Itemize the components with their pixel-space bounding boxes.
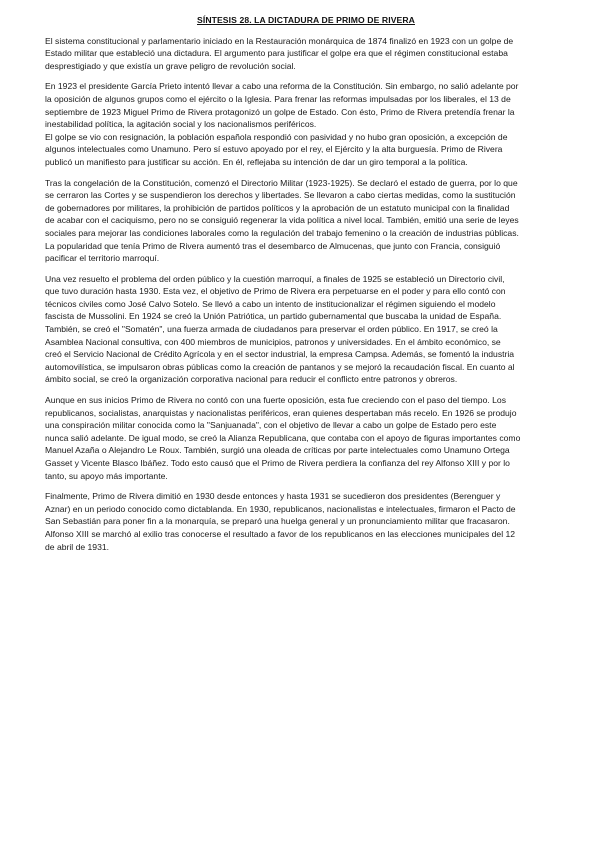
paragraph-6 — [45, 490, 567, 553]
text-line: El sistema constitucional y parlamentario iniciado en la Restauración monárquica de 1874 finalizó en 1923 con un golpe de — [45, 35, 514, 46]
text-line: la oposición de algunos grupos como el ejército o la Iglesia. Para frenar las reformas impulsadas por los liberales, el 13 de — [45, 93, 511, 104]
paragraph-5 — [45, 394, 567, 482]
text-line: tanto, su apoyo más importante. — [45, 470, 168, 481]
text-line: También, se creó el "Somatén", una fuerza armada de ciudadanos para preservar el orden público. En 1917, se creó la — [45, 324, 498, 335]
text-line: Alfonso XIII se marchó al exilio tras conocerse el resultado a favor de los republicanos en las elecciones municipales del 12 — [45, 528, 516, 539]
text-line: sociales para mejorar las condiciones laborales como la regulación del trabajo femenino o la creación de industrias públicas. — [45, 227, 519, 238]
text-line: inestabilidad política, la agitación social y los nacionalismos periféricos. — [45, 119, 317, 130]
text-line: pacificar el territorio marroquí. — [45, 253, 160, 264]
text-line: de gobernadores por militares, la prohibición de partidos políticos y la aprobación de un estatuto municipal con la finalidad — [45, 202, 510, 213]
document-page — [45, 14, 567, 561]
text-line: Finalmente, Primo de Rivera dimitió en 1930 desde entonces y hasta 1931 se sucedieron dos presidentes (Berenguer y — [45, 491, 501, 502]
document-title: SÍNTESIS 28. LA DICTADURA DE PRIMO DE RIVERA — [197, 15, 415, 25]
text-line: técnicos civiles como José Calvo Sotelo. Se llevó a cabo un intento de institucionalizar el régimen siguiendo el modelo — [45, 298, 496, 309]
text-line: una conspiración militar conocida como la "Sanjuanada", con el objetivo de llevar a cabo un golpe de Estado pero este — [45, 420, 497, 431]
text-line: Asamblea Nacional consultiva, con 400 miembros de municipios, patronos y universidades. En el ámbito económico, se — [45, 336, 501, 347]
text-line: Aznar) en un periodo conocido como dictablanda. En 1930, republicanos, nacionalistas e intelectuales, firmaron el Pacto de — [45, 503, 516, 514]
paragraph-1 — [45, 35, 567, 73]
text-line: Aunque en sus inicios Primo de Rivera no contó con una fuerte oposición, esta fue creciendo con el paso del tiempo. Los — [45, 395, 506, 406]
text-line: El golpe se vio con resignación, la población española respondió con pasividad y no hubo gran oposición, a excepción de — [45, 131, 508, 142]
paragraph-3 — [45, 177, 567, 265]
text-line: En 1923 el presidente García Prieto intentó llevar a cabo una reforma de la Constitución. Sin embargo, no salió adelante por — [45, 81, 519, 92]
text-line: San Sebastián para poner fin a la monarquía, se preparó una huelga general y un pronunciamiento militar que fracasaron. — [45, 516, 510, 527]
text-line: Tras la congelación de la Constitución, comenzó el Directorio Militar (1923-1925). Se declaró el estado de guerra, por lo que — [45, 177, 518, 188]
text-line: republicanos, socialistas, anarquistas y nacionalistas periféricos, eran quienes despertaban más recelo. En 1926 se produjo — [45, 407, 517, 418]
text-line: Una vez resuelto el problema del orden público y la cuestión marroquí, a finales de 1925 se estableció un Directorio civil, — [45, 273, 505, 284]
text-line: Gasset y Vicente Blasco Ibáñez. Todo esto causó que el Primo de Rivera perdiera la confianza del rey Alfonso XIII y por lo — [45, 458, 510, 468]
text-line: de acabar con el caciquismo, pero no se consiguió regenerar la vida política a nivel local. También, emitió una serie de leyes — [45, 215, 519, 226]
text-line: ámbito social, se creó la organización corporativa nacional para reducir el conflicto entre patronos y obreros. — [45, 374, 458, 385]
text-line: algunos intelectuales como Unamuno. Pero sí estuvo apoyado por el rey, el Ejército y la alta burguesía. Primo de Rivera — [45, 144, 503, 155]
text-line: desprestigiado y que existía un grave peligro de revolución social. — [45, 60, 296, 71]
text-line: automovilística, se impulsaron obras públicas como la creación de pantanos y se mejoró la recaudación fiscal. En cuanto al — [45, 361, 515, 372]
text-line: Manuel Azaña o Alejandro Le Roux. También, surgió una oleada de críticas por parte intelectuales como Unamuno Ortega — [45, 445, 510, 456]
text-line: Estado militar que estableció una dictadura. El argumento para justificar el golpe era que el régimen constitucional estaba — [45, 48, 508, 59]
text-line: se cerraron las Cortes y se suspendieron los derechos y libertades. Se llevaron a cabo ciertas medidas, como la sustitución — [45, 190, 516, 201]
text-line: La popularidad que tenía Primo de Rivera aumentó tras el desembarco de Almucenas, que junto con Francia, consiguió — [45, 240, 501, 251]
paragraph-2 — [45, 80, 567, 168]
text-line: fascista de Mussolini. En 1924 se creó la Unión Patriótica, un partido gubernamental que buscaba la unidad de España. — [45, 311, 502, 322]
text-line: septiembre de 1923 Miguel Primo de Rivera protagonizó un golpe de Estado. Con ésto, Primo de Rivera pretendía frenar la — [45, 106, 515, 117]
text-line: nunca salió adelante. De igual modo, se creó la Alianza Republicana, que contaba con el apoyo de figuras importantes como — [45, 432, 521, 443]
text-line: de abril de 1931. — [45, 541, 110, 552]
text-line: creó el Servicio Nacional de Crédito Agrícola y en el sector industrial, la empresa Campsa. Además, se fomentó la industria — [45, 349, 515, 360]
text-line: que tuvo duración hasta 1930. Esta vez, el objetivo de Primo de Rivera era perpetuarse en el poder y para ello contó con — [45, 286, 506, 297]
text-line: publicó un manifiesto para justificar su acción. En él, reflejaba su intención de dar un giro temporal a la política. — [45, 156, 468, 167]
paragraph-4 — [45, 273, 567, 386]
